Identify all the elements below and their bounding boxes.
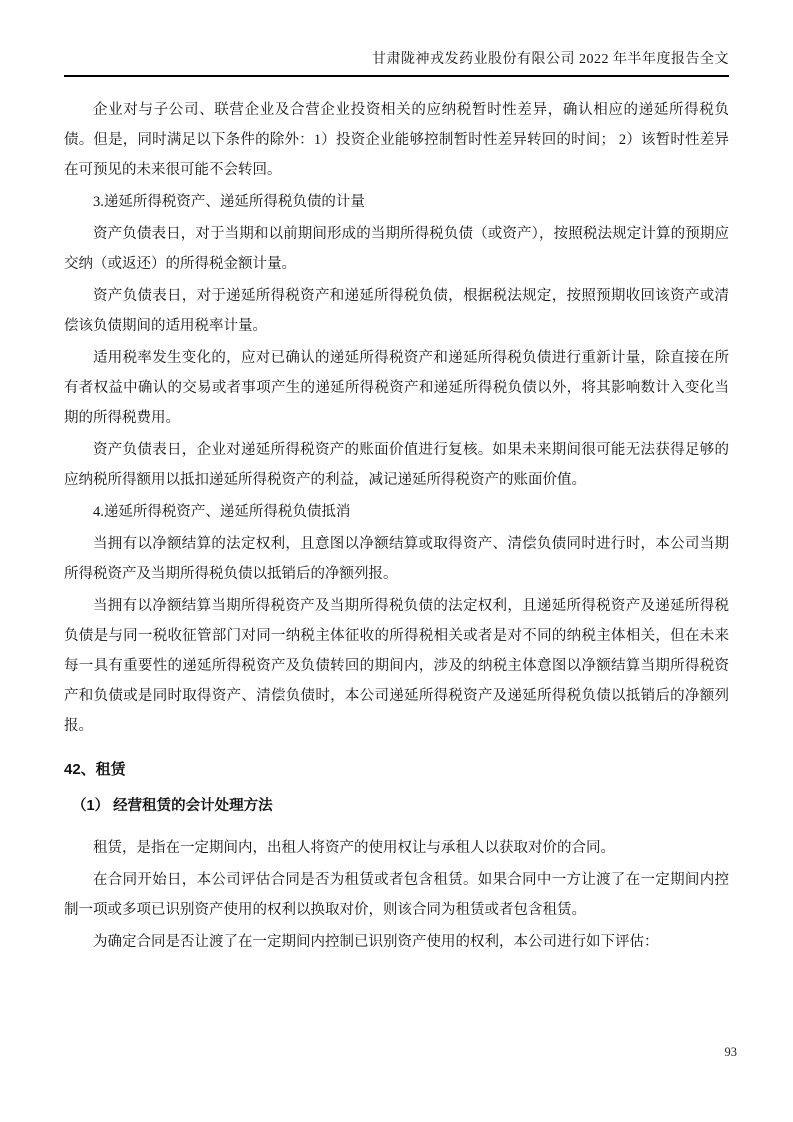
paragraph-deferred-tax-investment: 企业对与子公司、联营企业及合营企业投资相关的应纳税暂时性差异，确认相应的递延所得税负债。但是，同时满足以下条件的除外：1）投资企业能够控制暂时性差异转回的时间； 2）该暂时性差异在可预见的未来很可能不会转回。 <box>64 102 729 178</box>
header-rule <box>64 75 729 77</box>
document-body <box>64 95 729 959</box>
subsection-heading-operating-lease-accounting: （1） 经营租赁的会计处理方法 <box>72 798 273 814</box>
paragraph-net-settlement-current: 当拥有以净额结算的法定权利，且意图以净额结算或取得资产、清偿负债同时进行时，本公司当期所得税资产及当期所得税负债以抵销后的净额列报。 <box>64 536 729 582</box>
paragraph-net-settlement-deferred: 当拥有以净额结算当期所得税资产及当期所得税负债的法定权利，且递延所得税资产及递延所得税负债是与同一税收征管部门对同一纳税主体征收的所得税相关或者是对不同的纳税主体相关，但在未来每一具有重要性的递延所得税资产及负债转回的期间内，涉及的纳税主体意图以净额结算当期所得税资产和负债或是同时取得资产、清偿负债时，本公司递延所得税资产及递延所得税负债以抵销后的净额列报。 <box>64 598 729 734</box>
list-item-3-deferred-tax-measurement: 3.递延所得税资产、递延所得税负债的计量 <box>93 194 365 210</box>
report-header-title: 甘肃陇神戎发药业股份有限公司 2022 年半年度报告全文 <box>372 52 729 67</box>
page-header <box>64 48 729 77</box>
paragraph-carrying-amount-review: 资产负债表日，企业对递延所得税资产的账面价值进行复核。如果未来期间很可能无法获得足够的应纳税所得额用以抵扣递延所得税资产的利益，减记递延所得税资产的账面价值。 <box>64 442 729 488</box>
paragraph-evaluation-intro: 为确定合同是否让渡了在一定期间内控制已识别资产使用的权利，本公司进行如下评估： <box>93 934 659 950</box>
page-number: 93 <box>724 1045 737 1059</box>
paragraph-tax-rate-change: 适用税率发生变化的，应对已确认的递延所得税资产和递延所得税负债进行重新计量，除直接在所有者权益中确认的交易或者事项产生的递延所得税资产和递延所得税负债以外，将其影响数计入变化当期的所得税费用。 <box>64 350 729 426</box>
section-heading-42-lease: 42、租赁 <box>64 761 126 778</box>
paragraph-balance-sheet-current-tax: 资产负债表日，对于当期和以前期间形成的当期所得税负债（或资产），按照税法规定计算的预期应交纳（或返还）的所得税金额计量。 <box>64 226 729 272</box>
paragraph-balance-sheet-deferred-tax-rate: 资产负债表日，对于递延所得税资产和递延所得税负债，根据税法规定，按照预期收回该资产或清偿该负债期间的适用税率计量。 <box>64 288 729 334</box>
paragraph-contract-assessment: 在合同开始日，本公司评估合同是否为租赁或者包含租赁。如果合同中一方让渡了在一定期间内控制一项或多项已识别资产使用的权利以换取对价，则该合同为租赁或者包含租赁。 <box>64 872 729 918</box>
paragraph-lease-definition: 租赁，是指在一定期间内，出租人将资产的使用权让与承租人以获取对价的合同。 <box>93 840 615 856</box>
list-item-4-deferred-tax-offset: 4.递延所得税资产、递延所得税负债抵消 <box>93 504 351 520</box>
